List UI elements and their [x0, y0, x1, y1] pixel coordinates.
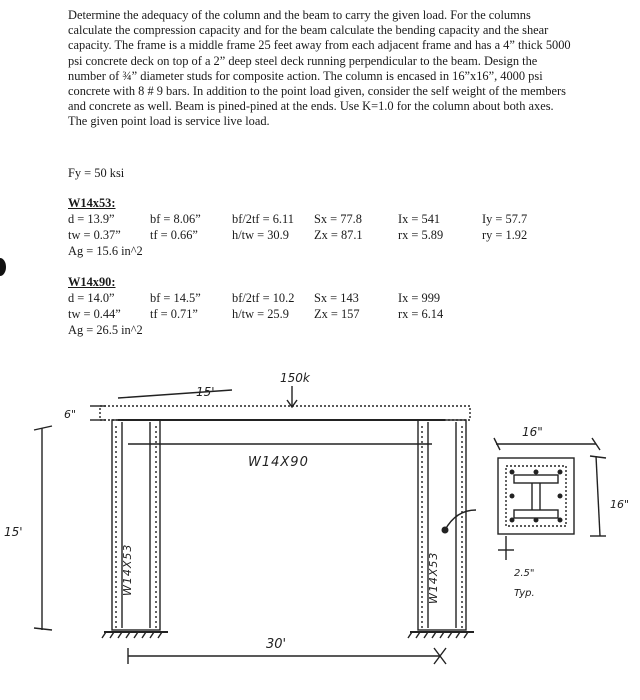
- problem-statement: Determine the adequacy of the column and the beam to carry the given load. For the columns calculate the compression capacity and for the beam calculate the bending capacity and the shear capacity. The frame is a middle frame 25 feet away from each adjacent frame and has a 4” thick 5000 psi concrete deck on top of a 2” deep steel deck running perpendicular to the beam. Design the number of ¾” diameter studs for composite action. The column is encased in 16”x16”, 4000 psi concrete with 8 # 9 bars. In addition to the point load given, consider the self weight of the members and concrete as well. Beam is pined-pined at the ends. Use K=1.0 for the column about both axes. The given point load is service live load.: [68, 8, 571, 129]
- w14x90-tf: tf = 0.71”: [150, 307, 198, 321]
- cover-note: Typ.: [514, 588, 535, 599]
- height-label: 15': [4, 525, 23, 539]
- w14x53-ry: ry = 1.92: [482, 228, 528, 242]
- concrete-deck: [100, 406, 470, 420]
- yield-strength: Fy = 50 ksi: [68, 166, 125, 180]
- w14x53-ix: Ix = 541: [398, 212, 441, 226]
- w14x90-bf2tf: bf/2tf = 10.2: [232, 291, 295, 305]
- section-top-flange: [514, 475, 558, 483]
- left-column-encasement: [112, 420, 160, 630]
- w14x90-ag: Ag = 26.5 in^2: [68, 323, 143, 337]
- w14x53-sx: Sx = 77.8: [314, 212, 362, 226]
- left-column-label: W14X53: [121, 543, 134, 596]
- w14x53-ag: Ag = 15.6 in^2: [68, 244, 143, 258]
- w14x90-title: W14x90:: [68, 275, 116, 289]
- w14x90-zx: Zx = 157: [314, 307, 360, 321]
- w14x53-iy: Iy = 57.7: [482, 212, 528, 226]
- w14x90-rx: rx = 6.14: [398, 307, 444, 321]
- right-column-label: W14X53: [427, 551, 440, 604]
- load-label: 150k: [280, 371, 310, 385]
- w14x90-ix: Ix = 999: [398, 291, 441, 305]
- margin-dot: [0, 258, 6, 276]
- section-bottom-flange: [514, 510, 558, 518]
- w14x53-bf2tf: bf/2tf = 6.11: [232, 212, 294, 226]
- frame-sketch: [0, 360, 640, 700]
- w14x90-bf: bf = 14.5”: [150, 291, 201, 305]
- section-height-label: 16": [610, 498, 630, 511]
- w14x90-sx: Sx = 143: [314, 291, 359, 305]
- load-offset-label: 15': [196, 385, 215, 399]
- w14x53-tw: tw = 0.37”: [68, 228, 121, 242]
- w14x53-rx: rx = 5.89: [398, 228, 444, 242]
- right-column-encasement: [418, 420, 466, 630]
- section-width-label: 16": [522, 425, 543, 439]
- w14x53-tf: tf = 0.66”: [150, 228, 198, 242]
- w14x53-d: d = 13.9”: [68, 212, 115, 226]
- span-label: 30': [266, 637, 287, 652]
- w14x53-bf: bf = 8.06”: [150, 212, 201, 226]
- section-detail-encasement: [498, 458, 574, 534]
- w14x53-zx: Zx = 87.1: [314, 228, 363, 242]
- w14x90-tw: tw = 0.44”: [68, 307, 121, 321]
- w14x90-htw: h/tw = 25.9: [232, 307, 289, 321]
- beam-label: W14X90: [248, 455, 309, 470]
- deck-thickness-label: 6": [64, 408, 77, 421]
- w14x90-d: d = 14.0”: [68, 291, 115, 305]
- cover-label: 2.5": [514, 568, 535, 579]
- w14x53-htw: h/tw = 30.9: [232, 228, 289, 242]
- w14x53-title: W14x53:: [68, 196, 116, 210]
